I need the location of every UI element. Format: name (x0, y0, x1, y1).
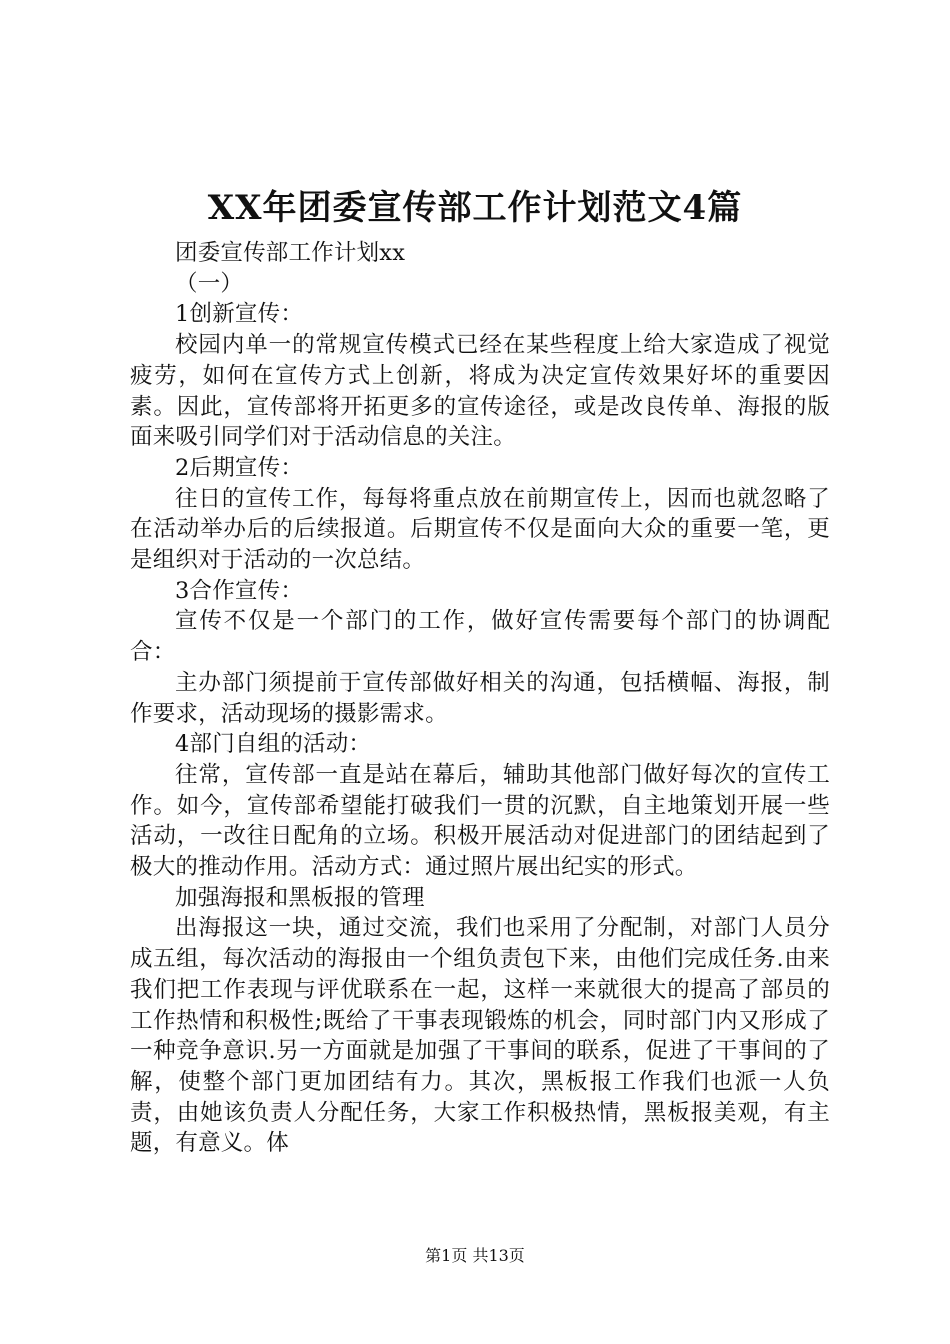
document-body (130, 238, 830, 1159)
paragraph-poster-management: 出海报这一块，通过交流，我们也采用了分配制，对部门人员分成五组，每次活动的海报由一个组负责包下来，由他们完成任务.由来我们把工作表现与评优联系在一起，这样一来就很大的提高了部员的工作热情和积极性;既给了干事表现锻炼的机会，同时部门内又形成了一种竞争意识.另一方面就是加强了干事间的联系，促进了干事间的了解，使整个部门更加团结有力。其次，黑板报工作我们也派一人负责，由她该负责人分配任务，大家工作积极热情，黑板报美观，有主题，有意义。体 (130, 915, 830, 1157)
heading-poster-management: 加强海报和黑板报的管理 (175, 884, 425, 911)
page-number: 第1页 共13页 (425, 1246, 525, 1265)
paragraph-later-publicity: 往日的宣传工作，每每将重点放在前期宣传上，因而也就忽略了在活动举办后的后续报道。后期宣传不仅是面向大众的重要一笔，更是组织对于活动的一次总结。 (130, 485, 830, 574)
paragraph-subtitle: 团委宣传部工作计划xx (175, 240, 406, 266)
document-title: XX年团委宣传部工作计划范文4篇 (207, 188, 743, 228)
paragraph-section-marker: （一） (175, 270, 244, 297)
paragraph-cooperation-detail: 主办部门须提前于宣传部做好相关的沟通，包括横幅、海报，制作要求，活动现场的摄影需求。 (130, 669, 830, 727)
heading-innovation: 1创新宣传： (175, 301, 304, 328)
paragraph-cooperation: 宣传不仅是一个部门的工作，做好宣传需要每个部门的协调配合： (130, 608, 830, 666)
paragraph-self-organized: 往常，宣传部一直是站在幕后，辅助其他部门做好每次的宣传工作。如今，宣传部希望能打破我们一贯的沉默，自主地策划开展一些活动，一改往日配角的立场。积极开展活动对促进部门的团结起到了极大的推动作用。活动方式：通过照片展出纪实的形式。 (130, 761, 830, 881)
heading-cooperation: 3合作宣传： (175, 577, 304, 604)
heading-self-organized: 4部门自组的活动： (175, 731, 372, 758)
paragraph-innovation: 校园内单一的常规宣传模式已经在某些程度上给大家造成了视觉疲劳，如何在宣传方式上创新，将成为决定宣传效果好坏的重要因素。因此，宣传部将开拓更多的宣传途径，或是改良传单、海报的版面来吸引同学们对于活动信息的关注。 (130, 332, 830, 451)
heading-later-publicity: 2后期宣传： (175, 454, 304, 481)
